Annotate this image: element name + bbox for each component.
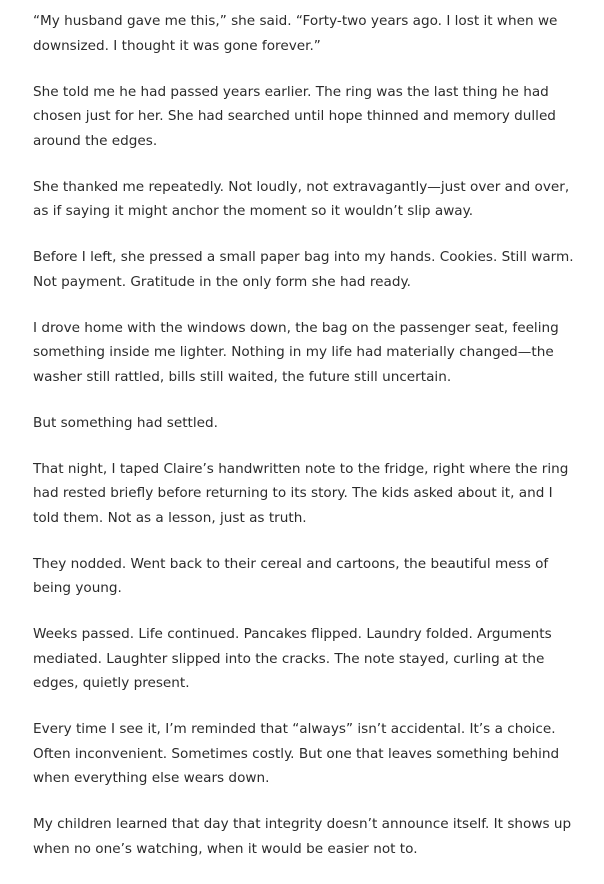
- paragraph-7: That night, I taped Claire’s handwritten note to the fridge, right where the ring had rested briefly before returning to its story. The kids asked about it, and I told them. Not as a lesson, just as truth.: [33, 460, 569, 526]
- paragraph-3: She thanked me repeatedly. Not loudly, not extravagantly—just over and over, as if saying it might anchor the moment so it wouldn’t slip away.: [33, 178, 570, 219]
- paragraph-1: “My husband gave me this,” she said. “Forty-two years ago. I lost it when we downsized. I thought it was gone forever.”: [33, 13, 558, 54]
- paragraph-5: I drove home with the windows down, the bag on the passenger seat, feeling something inside me lighter. Nothing in my life had materially changed—the washer still rattled, bills still waited, the future still uncertain.: [33, 319, 559, 385]
- paragraph-11: My children learned that day that integrity doesn’t announce itself. It shows up when no one’s watching, when it would be easier not to.: [33, 816, 572, 857]
- paragraph-6: But something had settled.: [33, 414, 218, 431]
- paragraph-4: Before I left, she pressed a small paper bag into my hands. Cookies. Still warm. Not payment. Gratitude in the only form she had ready.: [33, 249, 574, 290]
- paragraph-2: She told me he had passed years earlier. The ring was the last thing he had chosen just for her. She had searched until hope thinned and memory dulled around the edges.: [33, 83, 556, 149]
- article-body: [33, 9, 583, 883]
- paragraph-9: Weeks passed. Life continued. Pancakes flipped. Laundry folded. Arguments mediated. Laughter slipped into the cracks. The note stayed, curling at the edges, quietly present.: [33, 626, 552, 691]
- paragraph-8: They nodded. Went back to their cereal and cartoons, the beautiful mess of being young.: [33, 555, 549, 596]
- paragraph-10: Every time I see it, I’m reminded that “always” isn’t accidental. It’s a choice. Often inconvenient. Sometimes costly. But one that leaves something behind when everything else wears down.: [33, 721, 560, 786]
